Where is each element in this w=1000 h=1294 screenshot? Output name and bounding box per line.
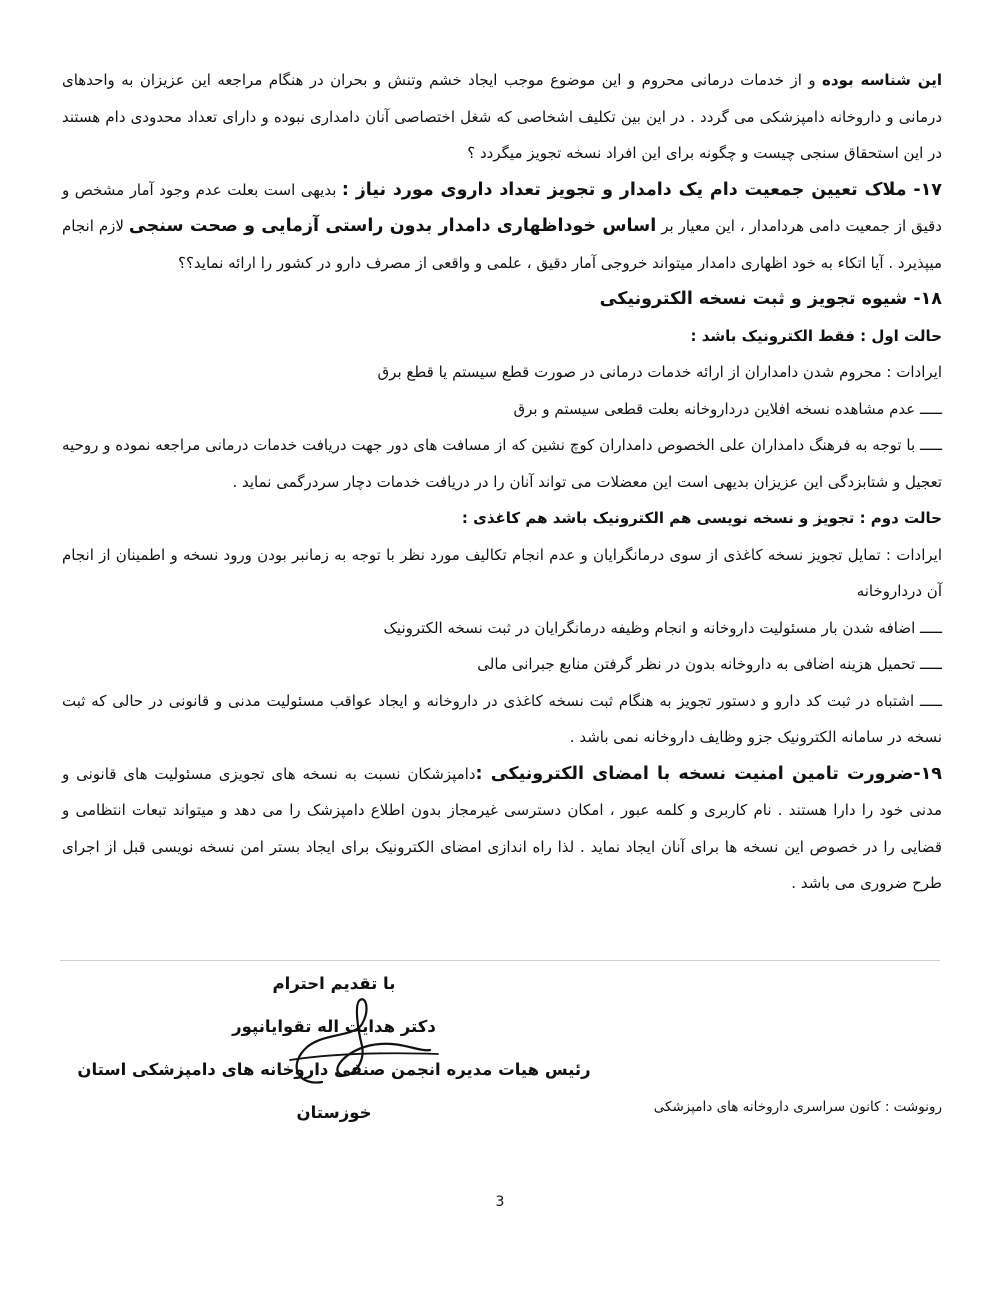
case-2-bullet: ـــــ اشتباه در ثبت کد دارو و دستور تجویز به هنگام ثبت نسخه کاغذی در داروخانه و ایجاد عواقب مسئولیت مدنی و قانونی در حالی که ثبت نسخه در سامانه الکترونیک جزو وظایف داروخانه نمی باشد . bbox=[62, 691, 942, 746]
item-17-heading: ۱۷- ملاک تعیین جمعیت دام یک دامدار و تجویز تعداد داروی مورد نیاز : bbox=[341, 179, 942, 200]
intro-bold-start: این شناسه بوده bbox=[822, 71, 942, 89]
intro-text: و از خدمات درمانی محروم و این موضوع موجب ایجاد خشم وتنش و بحران در هنگام مراجعه این عزیزان به واحدهای درمانی و داروخانه دامپزشکی می گردد . در این بین تکلیف اشخاصی که شغل اختصاصی آنان دامداری نبوده و دارای تعداد محدودی دام هستند در این استحقاق سنجی چیست و چگونه برای این افراد نسخه تجویز میگردد ؟ bbox=[62, 71, 942, 162]
item-17-paragraph bbox=[62, 172, 942, 282]
case-1-objection: ایرادات : محروم شدن دامداران از ارائه خدمات درمانی در صورت قطع سیستم یا قطع برق bbox=[377, 363, 942, 381]
case-2-bullet: ـــــ تحمیل هزینه اضافی به داروخانه بدون در نظر گرفتن منابع جبرانی مالی bbox=[477, 655, 942, 673]
handwritten-signature bbox=[270, 990, 440, 1110]
item-19-heading: ۱۹-ضرورت تامین امنیت نسخه با امضای الکترونیکی : bbox=[475, 763, 942, 784]
case-2-bullet: ـــــ اضافه شدن بار مسئولیت داروخانه و انجام وظیفه درمانگرایان در ثبت نسخه الکترونیک bbox=[383, 618, 942, 637]
item-17-text-b: لازم انجام میپذیرد . آیا اتکاء به خود اظهاری دامدار میتواند خروجی آمار دقیق ، علمی و واقعی از مصرف دارو در کشور را ارائه نماید؟؟ bbox=[62, 217, 942, 272]
item-18-heading: ۱۸- شیوه تجویز و ثبت نسخه الکترونیکی bbox=[599, 289, 942, 309]
signature-position: رئیس هیات مدیره انجمن صنفی داروخانه های دامپزشکی استان خوزستان bbox=[77, 1060, 591, 1122]
signature-name: دکتر هدایت اله تقوایانپور bbox=[232, 1017, 436, 1036]
item-17-text-a: بدیهی است بعلت عدم وجود آمار مشخص و دقیق از جمعیت دامی هردامدار ، این معیار بر bbox=[62, 180, 942, 235]
case-2-title: حالت دوم : تجویز و نسخه نویسی هم الکترونیک باشد هم کاغذی : bbox=[461, 509, 942, 527]
intro-paragraph bbox=[62, 62, 942, 172]
signature-closing: با تقدیم احترام bbox=[272, 974, 396, 993]
item-17-bold-phrase: اساس خوداظهاری دامدار بدون راستی آزمایی و صحت سنجی bbox=[128, 216, 657, 236]
case-1-bullet: ـــــ عدم مشاهده نسخه افلاین درداروخانه بعلت قطعی سیستم و برق bbox=[513, 399, 942, 418]
case-1-title: حالت اول : فقط الکترونیک باشد : bbox=[690, 326, 942, 345]
item-19-paragraph bbox=[62, 756, 942, 902]
item-19-text: دامپزشکان نسبت به نسخه های تجویزی مسئولیت های قانونی و مدنی خود را دارا هستند . نام کاربری و کلمه عبور ، امکان دسترسی غیرمجاز بدون اطلاع دامپزشک را می دهد و میتواند تبعات انتظامی و قضایی را در خصوص این نسخه ها برای آنان ایجاد نماید . لذا راه اندازی امضای الکترونیک برای ایجاد بستر امن نسخه نویسی قبل از اجرای طرح ضروری می باشد . bbox=[62, 764, 942, 892]
divider-line bbox=[60, 960, 940, 961]
page-number: 3 bbox=[495, 1194, 505, 1210]
letter-body bbox=[62, 62, 942, 902]
copy-to-line: رونوشت : کانون سراسری داروخانه های دامپزشکی bbox=[653, 1099, 942, 1115]
case-2-objection: ایرادات : تمایل تجویز نسخه کاغذی از سوی درمانگرایان و عدم انجام تکالیف مورد نظر با توجه به زمانبر بودن ورود نسخه و اطمینان از انجام آن درداروخانه bbox=[62, 545, 942, 600]
case-1-bullet: ـــــ با توجه به فرهنگ دامداران علی الخصوص دامداران کوچ نشین که از مسافت های دور جهت دریافت خدمات درمانی مراجعه نموده و روحیه تعجیل و شتابزدگی این عزیزان بدیهی است این معضلات می تواند آنان را در دریافت خدمات دچار سردرگمی نماید . bbox=[62, 436, 942, 491]
